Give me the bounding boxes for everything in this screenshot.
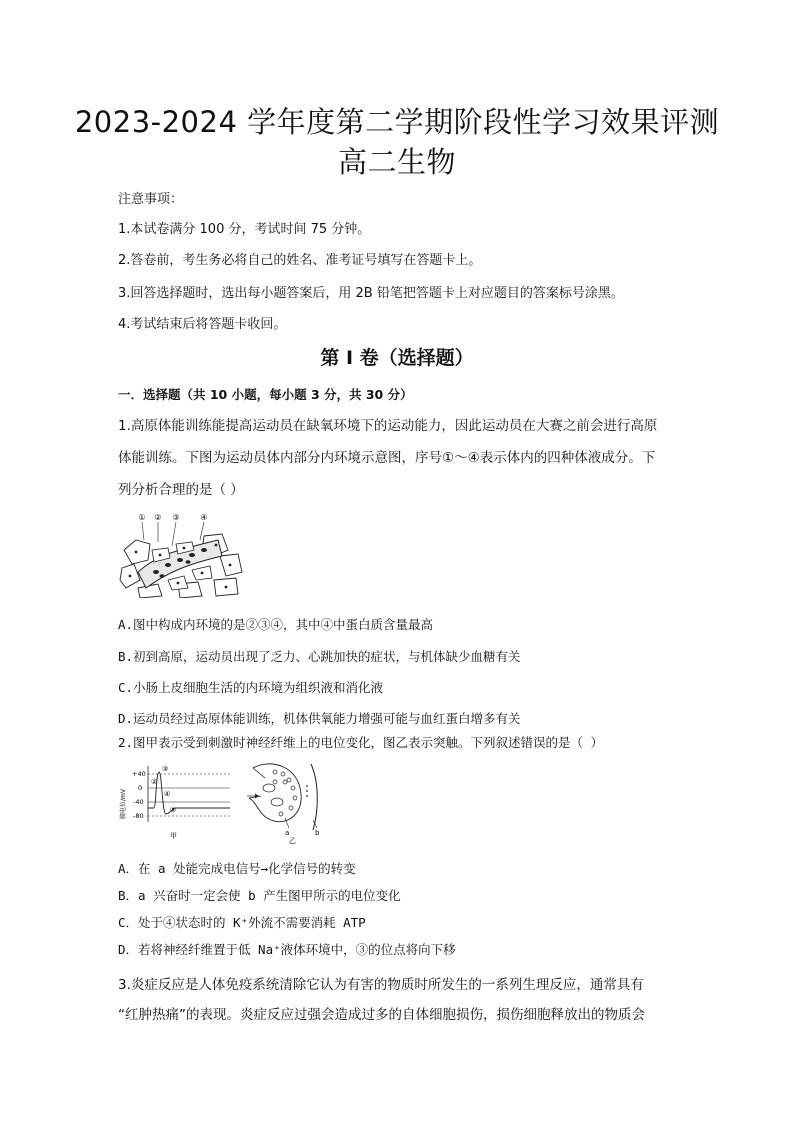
curve-label-2: ② <box>151 778 158 786</box>
jia-ylabel: 膜电位/mV <box>120 789 127 819</box>
note-item: 2.答卷前，考生务必将自己的姓名、准考证号填写在答题卡上。 <box>118 253 482 268</box>
notes-heading: 注意事项： <box>118 192 184 207</box>
fig-label-3: ③ <box>172 513 180 522</box>
q3-stem-line: 3.炎症反应是人体免疫系统清除它认为有害的物质时所发生的一系列生理反应，通常具有 <box>118 977 644 993</box>
jia-caption: 甲 <box>170 832 177 840</box>
q1-option-c: C.小肠上皮细胞生活的内环境为组织液和消化液 <box>118 680 384 695</box>
curve-label-5: ⑤ <box>170 806 177 814</box>
tick-label: -80 <box>133 812 144 820</box>
curve-label-3: ③ <box>162 765 169 773</box>
note-item: 3.回答选择题时，选出每小题答案后，用 2B 铅笔把答题卡上对应题目的答案标号涂黑。 <box>118 286 624 301</box>
tick-label: +40 <box>132 770 146 778</box>
yi-caption: 乙 <box>289 837 296 844</box>
q3-stem-line: “红肿热痛”的表现。炎症反应过强会造成过多的自体细胞损伤，损伤细胞释放出的物质会 <box>118 1007 645 1023</box>
fig-label-2: ② <box>154 513 162 522</box>
q2-option-c: C．处于④状态时的 K⁺外流不需要消耗 ATP <box>118 915 366 930</box>
q1-stem-line: 体能训练。下图为运动员体内部分内环境示意图，序号①～④表示体内的四种体液成分。下 <box>118 450 656 466</box>
q2-option-d: D．若将神经纤维置于低 Na⁺液体环境中，③的位点将向下移 <box>118 942 456 957</box>
tick-label: -40 <box>133 798 144 806</box>
q1-option-b: B.初到高原，运动员出现了乏力、心跳加快的症状，与机体缺少血糖有关 <box>118 649 521 664</box>
fig-label-1: ① <box>138 513 146 522</box>
q1-stem-line: 列分析合理的是（ ） <box>118 482 244 498</box>
q2-option-b: B．a 兴奋时一定会使 b 产生图甲所示的电位变化 <box>118 888 401 903</box>
note-item: 4.考试结束后将答题卡收回。 <box>118 317 287 332</box>
q1-option-a: A.图中构成内环境的是②③④，其中④中蛋白质含量最高 <box>118 617 434 632</box>
q2-stem: 2.图甲表示受到刺激时神经纤维上的电位变化，图乙表示突触。下列叙述错误的是（ ） <box>118 735 604 750</box>
part-title: 一．选择题（共 10 小题，每小题 3 分，共 30 分） <box>118 387 413 402</box>
q1-tissue-figure <box>118 510 244 598</box>
tick-label: 0 <box>138 784 143 792</box>
note-item: 1.本试卷满分 100 分，考试时间 75 分钟。 <box>118 222 371 237</box>
exam-subject: 高二生物 <box>337 145 456 179</box>
exam-title: 2023-2024 学年度第二学期阶段性学习效果评测 <box>74 105 720 139</box>
fig-label-4: ④ <box>200 513 208 522</box>
q2-option-a: A．在 a 处能完成电信号→化学信号的转变 <box>118 861 356 876</box>
synapse-label-a: a <box>285 829 290 837</box>
q1-option-d: D.运动员经过高原体能训练，机体供氧能力增强可能与血红蛋白增多有关 <box>118 711 521 726</box>
q1-stem-line: 1.高原体能训练能提高运动员在缺氧环境下的运动能力，因此运动员在大赛之前会进行高原 <box>118 418 658 434</box>
curve-label-4: ④ <box>164 790 171 798</box>
section-title: 第 I 卷（选择题） <box>320 347 474 369</box>
synapse-label-b: b <box>315 829 320 837</box>
q2-figure-yi <box>245 758 325 844</box>
q2-figure-jia <box>118 762 236 842</box>
